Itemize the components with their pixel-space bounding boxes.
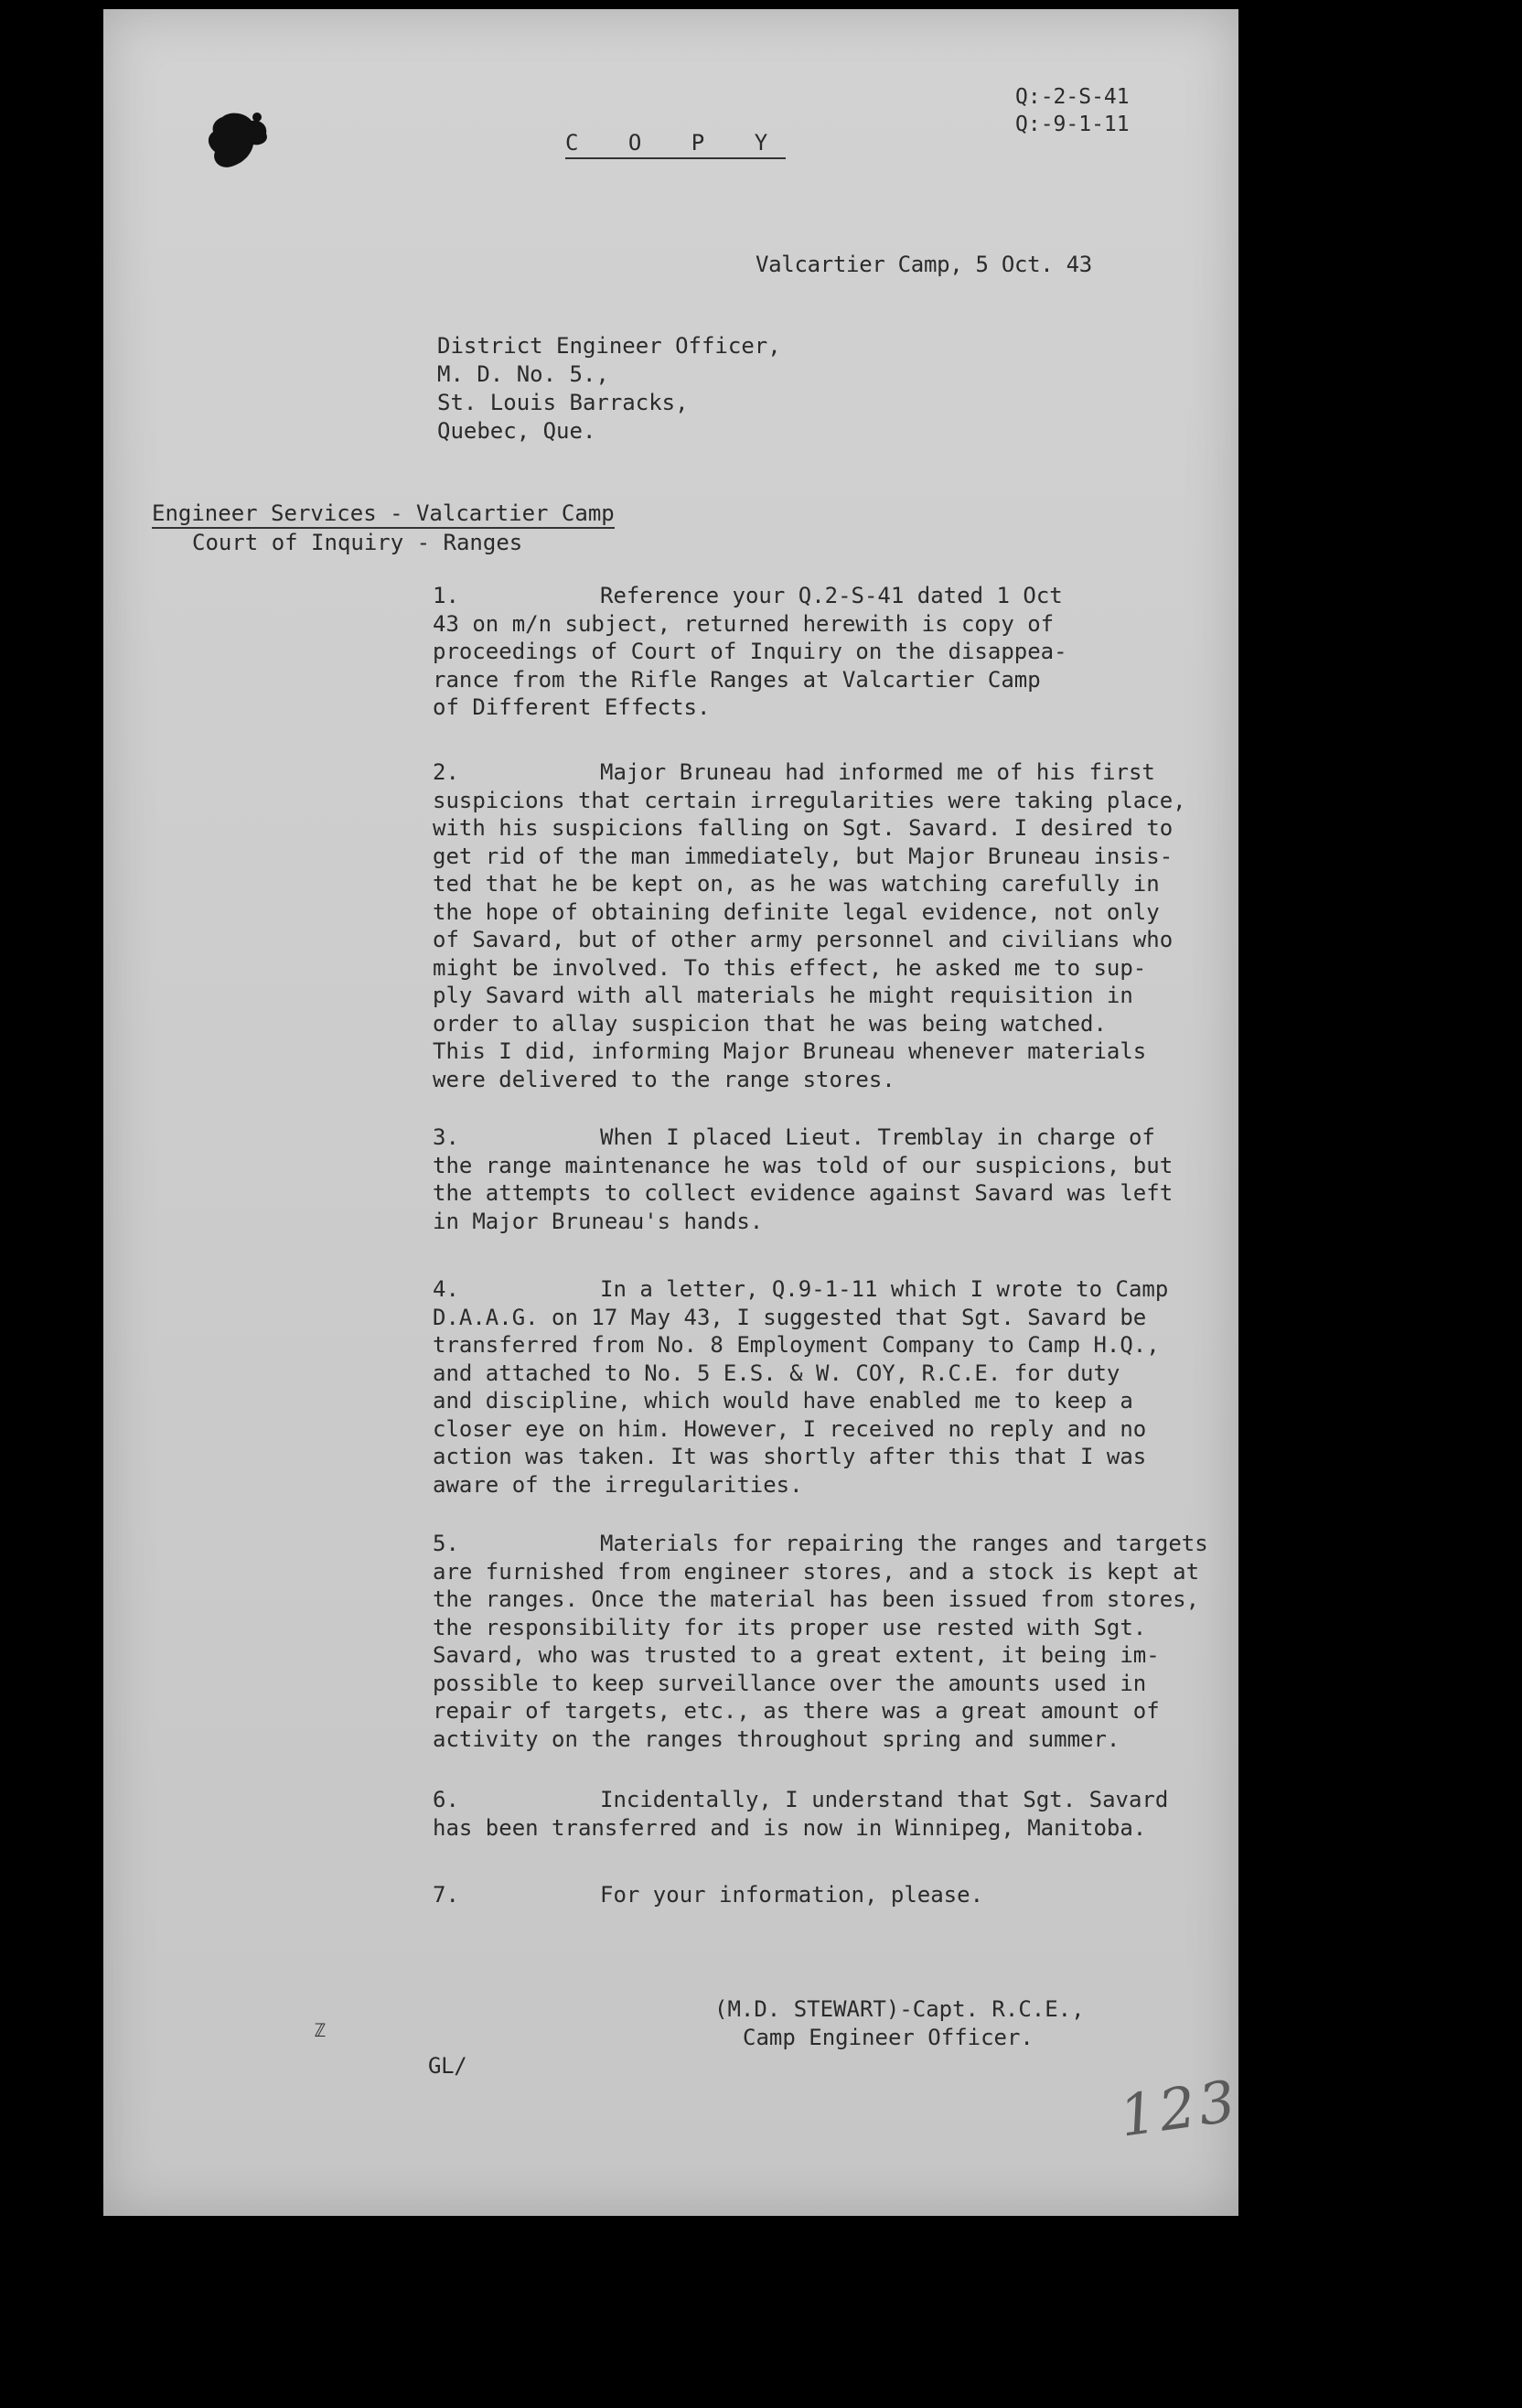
ink-blot-mark bbox=[204, 110, 272, 170]
paragraph-text: Incidentally, I understand that Sgt. Savard bbox=[600, 1787, 1169, 1812]
paragraph-text: activity on the ranges throughout spring and summer. bbox=[433, 1725, 1120, 1752]
subject-line-2: Court of Inquiry - Ranges bbox=[192, 530, 523, 555]
signature-block bbox=[714, 1995, 1085, 2052]
paragraph-text: This I did, informing Major Bruneau whenever materials bbox=[433, 1038, 1147, 1064]
paragraph-line bbox=[433, 926, 1186, 954]
paragraph-text: When I placed Lieut. Tremblay in charge of bbox=[600, 1124, 1155, 1150]
paragraph-line bbox=[433, 1179, 1173, 1208]
paragraph-text: the hope of obtaining definite legal evidence, not only bbox=[433, 898, 1160, 925]
paragraph-text: In a letter, Q.9-1-11 which I wrote to Camp bbox=[600, 1276, 1169, 1302]
address-line: St. Louis Barracks, bbox=[437, 390, 689, 415]
paragraph-text: closer eye on him. However, I received no reply and no bbox=[433, 1415, 1147, 1442]
subject-heading bbox=[152, 500, 615, 556]
paragraph-number: 6. bbox=[433, 1787, 459, 1812]
paragraph-text: might be involved. To this effect, he asked me to sup- bbox=[433, 954, 1147, 981]
paragraph-7 bbox=[433, 1881, 983, 1909]
paragraph-text: and attached to No. 5 E.S. & W. COY, R.C.E. for duty bbox=[433, 1360, 1120, 1386]
paragraph-text: with his suspicions falling on Sgt. Savard. I desired to bbox=[433, 815, 1174, 841]
paragraph-text: ply Savard with all materials he might requisition in bbox=[433, 983, 1133, 1008]
paragraph-1 bbox=[433, 582, 1067, 722]
paragraph-number: 4. bbox=[433, 1276, 459, 1302]
recipient-address bbox=[437, 332, 781, 446]
paragraph-4 bbox=[433, 1275, 1168, 1499]
paragraph-number: 1. bbox=[433, 583, 459, 608]
paragraph-line bbox=[433, 638, 1067, 666]
paragraph-line bbox=[433, 1786, 1168, 1814]
paragraph-text: transferred from No. 8 Employment Company to Camp H.Q., bbox=[433, 1332, 1160, 1358]
paragraph-text: aware of the irregularities. bbox=[433, 1471, 803, 1498]
paragraph-text: are furnished from engineer stores, and a stock is kept at bbox=[433, 1558, 1200, 1585]
paragraph-line bbox=[433, 1725, 1208, 1754]
paragraph-line bbox=[433, 870, 1186, 898]
paragraph-line bbox=[433, 1471, 1168, 1500]
small-margin-mark: ℤ bbox=[315, 2019, 327, 2041]
document-title: C O P Y bbox=[565, 130, 786, 159]
paragraph-line bbox=[433, 898, 1186, 927]
paragraph-text: suspicions that certain irregularities were taking place, bbox=[433, 787, 1186, 813]
paragraph-line bbox=[433, 666, 1067, 694]
paragraph-text: and discipline, which would have enabled me to keep a bbox=[433, 1388, 1133, 1414]
paragraph-text: action was taken. It was shortly after this that I was bbox=[433, 1444, 1147, 1469]
signature-name: (M.D. STEWART)-Capt. R.C.E., bbox=[714, 1996, 1085, 2022]
paragraph-text: of Different Effects. bbox=[433, 694, 711, 720]
paragraph-line bbox=[433, 1331, 1168, 1360]
paragraph-line bbox=[433, 610, 1067, 639]
signature-title: Camp Engineer Officer. bbox=[743, 2025, 1034, 2050]
paragraph-line bbox=[433, 582, 1067, 610]
handwritten-page-number: 123 bbox=[1115, 2067, 1243, 2150]
paragraph-text: ted that he be kept on, as he was watching carefully in bbox=[433, 871, 1160, 897]
paragraph-line bbox=[433, 787, 1186, 815]
paragraph-text: Major Bruneau had informed me of his first bbox=[600, 759, 1155, 785]
paragraph-line bbox=[433, 814, 1186, 843]
paragraph-number: 7. bbox=[433, 1882, 459, 1908]
paragraph-5 bbox=[433, 1530, 1208, 1753]
address-line: M. D. No. 5., bbox=[437, 361, 609, 387]
paragraph-line bbox=[433, 1275, 1168, 1304]
paragraph-line bbox=[433, 693, 1067, 722]
paragraph-line bbox=[433, 1304, 1168, 1332]
paragraph-text: For your information, please. bbox=[600, 1882, 984, 1908]
paragraph-number: 3. bbox=[433, 1124, 459, 1150]
paragraph-text: get rid of the man immediately, but Major Bruneau insis- bbox=[433, 843, 1174, 869]
paragraph-line bbox=[433, 1360, 1168, 1388]
paragraph-line bbox=[433, 954, 1186, 983]
paragraph-line bbox=[433, 1037, 1186, 1066]
file-ref-2: Q:-9-1-11 bbox=[1015, 113, 1130, 136]
paragraph-text: the range maintenance he was told of our suspicions, but bbox=[433, 1152, 1174, 1178]
paragraph-text: Savard, who was trusted to a great extent, it being im- bbox=[433, 1642, 1160, 1668]
paragraph-line bbox=[433, 1881, 983, 1909]
paragraph-text: Reference your Q.2-S-41 dated 1 Oct bbox=[600, 583, 1063, 608]
paragraph-text: the ranges. Once the material has been issued from stores, bbox=[433, 1586, 1200, 1612]
paragraph-text: in Major Bruneau's hands. bbox=[433, 1208, 764, 1234]
paragraph-text: the responsibility for its proper use rested with Sgt. bbox=[433, 1614, 1147, 1640]
paragraph-line bbox=[433, 1123, 1173, 1152]
paragraph-number: 2. bbox=[433, 759, 459, 785]
paragraph-text: has been transferred and is now in Winnipeg, Manitoba. bbox=[433, 1814, 1147, 1841]
date-line: Valcartier Camp, 5 Oct. 43 bbox=[756, 252, 1092, 277]
paragraph-text: proceedings of Court of Inquiry on the disappea- bbox=[433, 639, 1067, 664]
paragraph-line bbox=[433, 1208, 1173, 1236]
paragraph-text: the attempts to collect evidence against Savard was left bbox=[433, 1180, 1174, 1206]
paragraph-text: rance from the Rifle Ranges at Valcartier Camp bbox=[433, 666, 1041, 693]
typist-initials: GL/ bbox=[428, 2053, 467, 2079]
paragraph-line bbox=[433, 1066, 1186, 1094]
paragraph-line bbox=[433, 1530, 1208, 1558]
paragraph-text: 43 on m/n subject, returned herewith is copy of bbox=[433, 610, 1055, 637]
paragraph-2 bbox=[433, 758, 1186, 1093]
paragraph-line bbox=[433, 843, 1186, 871]
paragraph-6 bbox=[433, 1786, 1168, 1842]
paragraph-text: repair of targets, etc., as there was a great amount of bbox=[433, 1698, 1160, 1724]
paragraph-line bbox=[433, 1415, 1168, 1444]
paragraph-text: Materials for repairing the ranges and targets bbox=[600, 1531, 1208, 1556]
paragraph-text: were delivered to the range stores. bbox=[433, 1066, 895, 1092]
paragraph-line bbox=[433, 1558, 1208, 1586]
paragraph-line bbox=[433, 1586, 1208, 1614]
address-line: Quebec, Que. bbox=[437, 418, 596, 444]
file-reference-numbers bbox=[1015, 83, 1130, 138]
paragraph-line bbox=[433, 1152, 1173, 1180]
paragraph-3 bbox=[433, 1123, 1173, 1235]
paragraph-line bbox=[433, 1697, 1208, 1725]
paragraph-line bbox=[433, 1670, 1208, 1698]
paragraph-line bbox=[433, 1614, 1208, 1642]
paragraph-line bbox=[433, 1641, 1208, 1670]
file-ref-1: Q:-2-S-41 bbox=[1015, 85, 1130, 109]
address-line: District Engineer Officer, bbox=[437, 333, 781, 359]
paragraph-line bbox=[433, 758, 1186, 787]
paragraph-line bbox=[433, 1443, 1168, 1471]
paragraph-line bbox=[433, 1387, 1168, 1415]
paragraph-text: possible to keep surveillance over the amounts used in bbox=[433, 1670, 1147, 1696]
paragraph-text: order to allay suspicion that he was being watched. bbox=[433, 1010, 1107, 1037]
paragraph-line bbox=[433, 1814, 1168, 1843]
paragraph-text: of Savard, but of other army personnel and civilians who bbox=[433, 927, 1174, 952]
paragraph-line bbox=[433, 1010, 1186, 1038]
paragraph-line bbox=[433, 982, 1186, 1010]
paragraph-text: D.A.A.G. on 17 May 43, I suggested that Sgt. Savard be bbox=[433, 1304, 1147, 1330]
paragraph-number: 5. bbox=[433, 1531, 459, 1556]
subject-line-1: Engineer Services - Valcartier Camp bbox=[152, 500, 615, 529]
